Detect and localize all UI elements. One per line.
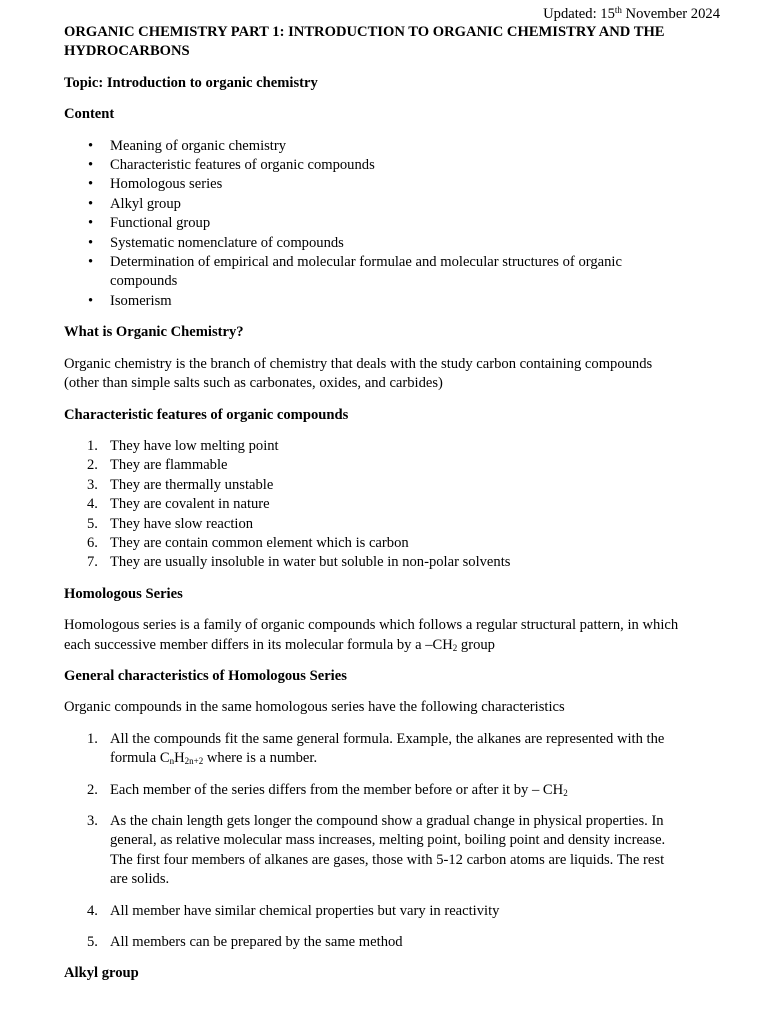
list-item: 4. All member have similar chemical properties but vary in reactivity: [87, 902, 500, 919]
updated-date: Updated: 15th November 2024: [543, 5, 720, 22]
definition-paragraph: Organic chemistry is the branch of chemistry that deals with the study carbon containing compounds (other than simple salts such as carbonates, oxides, and carbides): [64, 355, 653, 392]
list-item: 5. All members can be prepared by the same method: [87, 934, 403, 951]
list-item: 3. They are thermally unstable: [87, 476, 274, 493]
features-list: [64, 437, 680, 573]
list-item: • Characteristic features of organic compounds: [64, 156, 680, 175]
homologous-paragraph: Homologous series is a family of organic compounds which follows a regular structural pattern, in which each successive member differs in its molecular formula by a $-CH_2$ group: [64, 617, 679, 653]
list-item: 2. They are flammable: [87, 457, 228, 474]
list-item: • Homologous series: [64, 175, 680, 194]
general-characteristics-heading: General characteristics of Homologous Series: [64, 667, 347, 684]
document-title: ORGANIC CHEMISTRY PART 1: INTRODUCTION TO ORGANIC CHEMISTRY AND THE HYDROCARBONS: [64, 24, 665, 60]
list-item: • Alkyl group: [64, 195, 680, 214]
alkyl-heading: Alkyl group: [64, 965, 139, 982]
document-body: [64, 23, 680, 996]
content-heading: Content: [64, 106, 115, 123]
general-characteristics-list: [64, 730, 680, 953]
general-intro-paragraph: Organic compounds in the same homologous series have the following characteristics: [64, 699, 565, 716]
list-item: 1. All the compounds fit the same general formula. Example, the alkanes are represented with the formula $C_nH_{2n+2}$ where is a number.: [87, 730, 665, 767]
list-item: 6. They are contain common element which is carbon: [87, 534, 409, 551]
list-item: • Isomerism: [64, 292, 680, 311]
list-item: 2. Each member of the series differs from the member before or after it by – $CH_2$: [87, 781, 568, 798]
what-heading: What is Organic Chemistry?: [64, 324, 244, 341]
list-item: • Functional group: [64, 214, 680, 233]
list-item: 5. They have slow reaction: [87, 515, 254, 532]
list-item: • Meaning of organic chemistry: [64, 137, 680, 156]
list-item: 4. They are covalent in nature: [87, 496, 270, 513]
topic-heading: Topic: Introduction to organic chemistry: [64, 74, 318, 91]
list-item: • Systematic nomenclature of compounds: [64, 234, 680, 253]
list-item: 3. As the chain length gets longer the compound show a gradual change in physical properties. In general, as relative molecular mass increases, melting point, boiling point and density increase. The first four members of alkanes are gases, those with 5-12 carbon atoms are liquids. The rest are solids.: [87, 813, 666, 888]
content-list: [64, 137, 680, 312]
list-item: 7. They are usually insoluble in water but soluble in non-polar solvents: [87, 554, 511, 571]
features-heading: Characteristic features of organic compounds: [64, 406, 349, 423]
list-item: 1. They have low melting point: [87, 437, 279, 454]
homologous-heading: Homologous Series: [64, 585, 183, 602]
list-item: • Determination of empirical and molecular formulae and molecular structures of organic compounds: [64, 253, 680, 292]
